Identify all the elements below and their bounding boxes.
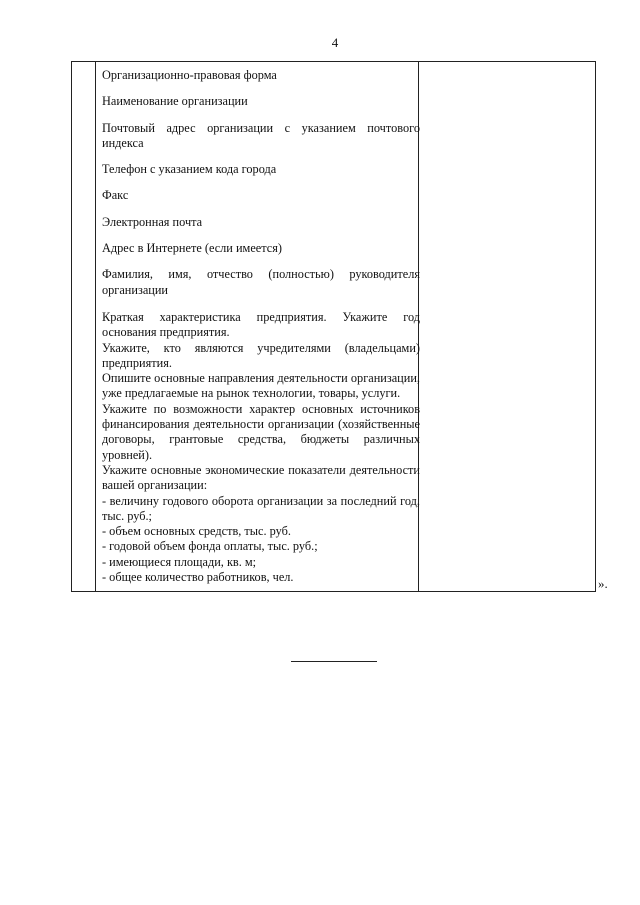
table-column-fields bbox=[96, 62, 419, 591]
indicator-payroll-fund: - годовой объем фонда оплаты, тыс. руб.; bbox=[102, 539, 318, 554]
field-website: Адрес в Интернете (если имеется) bbox=[102, 241, 282, 256]
description-activities: Опишите основные направления деятельности организации, уже предлагаемые на рынок технологии, товары, услуги. bbox=[102, 371, 420, 401]
description-characteristic: Краткая характеристика предприятия. Укажите год основания предприятия. bbox=[102, 309, 420, 340]
indicator-available-area: - имеющиеся площади, кв. м; bbox=[102, 554, 257, 569]
field-postal-address: Почтовый адрес организации с указанием почтового индекса bbox=[102, 120, 420, 150]
description-financing: Укажите по возможности характер основных источников финансирования деятельности организации (хозяйственные договоры, грантовые средства, бюджеты различных уровней). bbox=[102, 401, 420, 462]
field-director-name: Фамилия, имя, отчество (полностью) руководителя организации bbox=[102, 267, 420, 297]
indicator-annual-turnover: - величину годового оборота организации за последний год, тыс. руб.; bbox=[102, 493, 420, 523]
description-economic-indicators: Укажите основные экономические показатели деятельности вашей организации: bbox=[102, 462, 420, 493]
field-email: Электронная почта bbox=[102, 214, 203, 229]
field-fax: Факс bbox=[102, 188, 129, 203]
closing-quote-mark: ». bbox=[598, 576, 608, 591]
indicator-fixed-assets: - объем основных средств, тыс. руб. bbox=[102, 524, 291, 539]
page-number: 4 bbox=[331, 35, 339, 50]
description-founders: Укажите, кто являются учредителями (владельцами) предприятия. bbox=[102, 340, 420, 370]
table-column-index bbox=[72, 62, 96, 591]
field-phone: Телефон с указанием кода города bbox=[102, 162, 277, 177]
organization-form-table bbox=[71, 61, 596, 592]
end-of-document-rule bbox=[291, 661, 377, 662]
field-organization-name: Наименование организации bbox=[102, 94, 248, 109]
field-legal-form: Организационно-правовая форма bbox=[102, 68, 277, 82]
indicator-employee-count: - общее количество работников, чел. bbox=[102, 570, 294, 585]
table-column-answers bbox=[419, 62, 595, 591]
